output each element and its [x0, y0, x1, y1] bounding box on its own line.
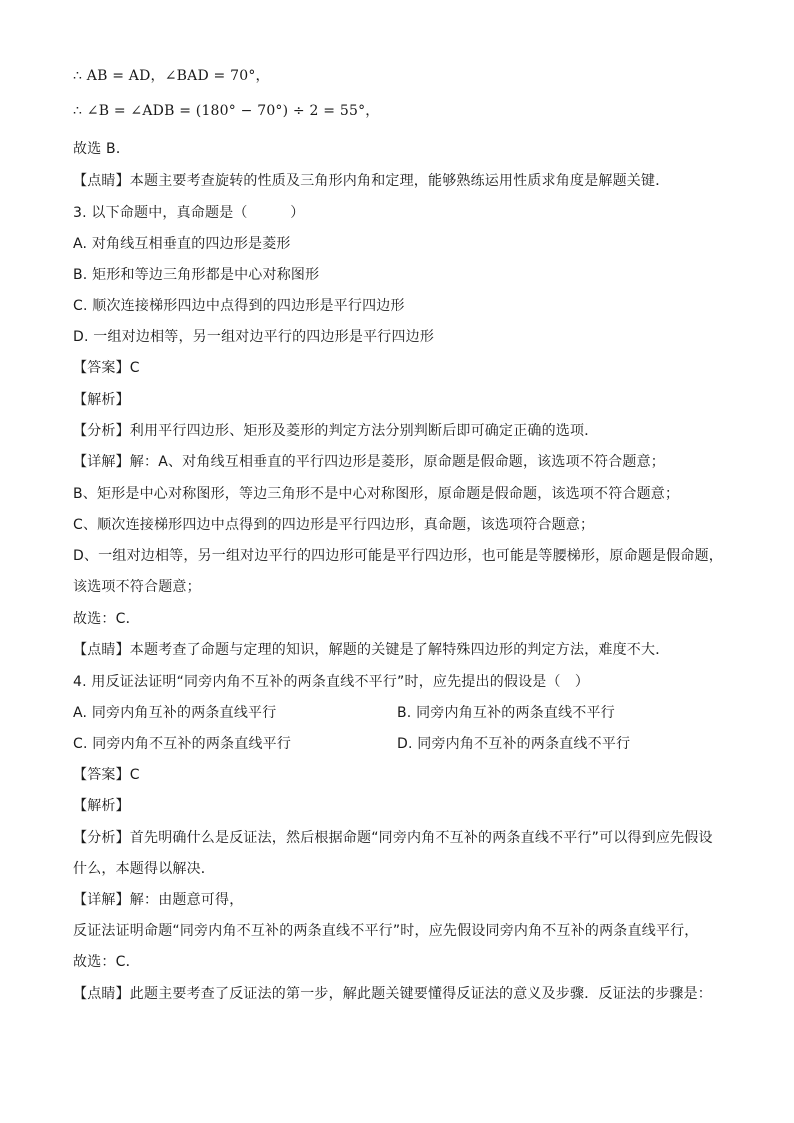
q4-comment: 【点睛】此题主要考查了反证法的第一步，解此题关键要懂得反证法的意义及步骤．反证法的步骤是：	[73, 986, 712, 1002]
q2-choice-line: 故选 B．	[73, 141, 131, 157]
q3-detail-c: C、顺次连接梯形四边中点得到的四边形是平行四边形，真命题，该选项符合题意；	[73, 517, 595, 533]
q3-detail-b: B、矩形是中心对称图形，等边三角形不是中心对称图形，原命题是假命题，该选项不符合题意；	[73, 486, 680, 502]
q3-option-b: B. 矩形和等边三角形都是中心对称图形	[73, 267, 320, 283]
proof-line-2: ∴ ∠B = ∠ADB = (180° − 70°) ÷ 2 = 55°，	[73, 103, 380, 119]
q3-analysis: 【分析】利用平行四边形、矩形及菱形的判定方法分别判断后即可确定正确的选项．	[73, 423, 599, 439]
q4-stem: 4. 用反证法证明“同旁内角不互补的两条直线不平行”时，应先提出的假设是（ ）	[73, 674, 590, 690]
q3-choice-line: 故选：C．	[73, 611, 140, 627]
q4-detail-line2: 反证法证明命题“同旁内角不互补的两条直线不平行”时，应先假设同旁内角不互补的两条直线平行，	[73, 923, 699, 939]
q4-analysis-part1: 【分析】首先明确什么是反证法，然后根据命题“同旁内角不互补的两条直线不平行”可以得到应先假设	[73, 830, 713, 846]
q4-answer: 【答案】C	[73, 767, 140, 783]
q4-analysis-part2: 什么，本题得以解决．	[73, 861, 215, 877]
q3-stem: 3. 以下命题中，真命题是（ ）	[73, 205, 305, 221]
q3-detail-d-part2: 该选项不符合题意；	[73, 579, 201, 595]
q3-comment: 【点睛】本题考查了命题与定理的知识，解题的关键是了解特殊四边形的判定方法，难度不大．	[73, 642, 670, 658]
q3-detail-d-part1: D、一组对边相等，另一组对边平行的四边形可能是平行四边形，也可能是等腰梯形，原命题是假命题，	[73, 548, 723, 564]
q4-option-c: C. 同旁内角不互补的两条直线平行	[73, 736, 292, 752]
q3-detail-a: 【详解】解：A、对角线互相垂直的平行四边形是菱形，原命题是假命题，该选项不符合题意；	[73, 454, 665, 470]
q4-option-b: B. 同旁内角互补的两条直线不平行	[397, 705, 615, 721]
proof-line-1: ∴ AB = AD，∠BAD = 70°，	[73, 68, 270, 84]
q4-analysis-heading: 【解析】	[73, 798, 130, 814]
q4-option-d: D. 同旁内角不互补的两条直线不平行	[397, 736, 631, 752]
q3-option-c: C. 顺次连接梯形四边中点得到的四边形是平行四边形	[73, 298, 405, 314]
q2-comment: 【点睛】本题主要考查旋转的性质及三角形内角和定理，能够熟练运用性质求角度是解题关键．	[73, 173, 670, 189]
q3-option-a: A. 对角线互相垂直的四边形是菱形	[73, 236, 291, 252]
q3-option-d: D. 一组对边相等，另一组对边平行的四边形是平行四边形	[73, 329, 435, 345]
q3-analysis-heading: 【解析】	[73, 392, 130, 408]
q3-answer: 【答案】C	[73, 360, 140, 376]
q4-detail: 【详解】解：由题意可得，	[73, 892, 244, 908]
q4-option-a: A. 同旁内角互补的两条直线平行	[73, 705, 277, 721]
q4-choice-line: 故选：C．	[73, 954, 140, 970]
